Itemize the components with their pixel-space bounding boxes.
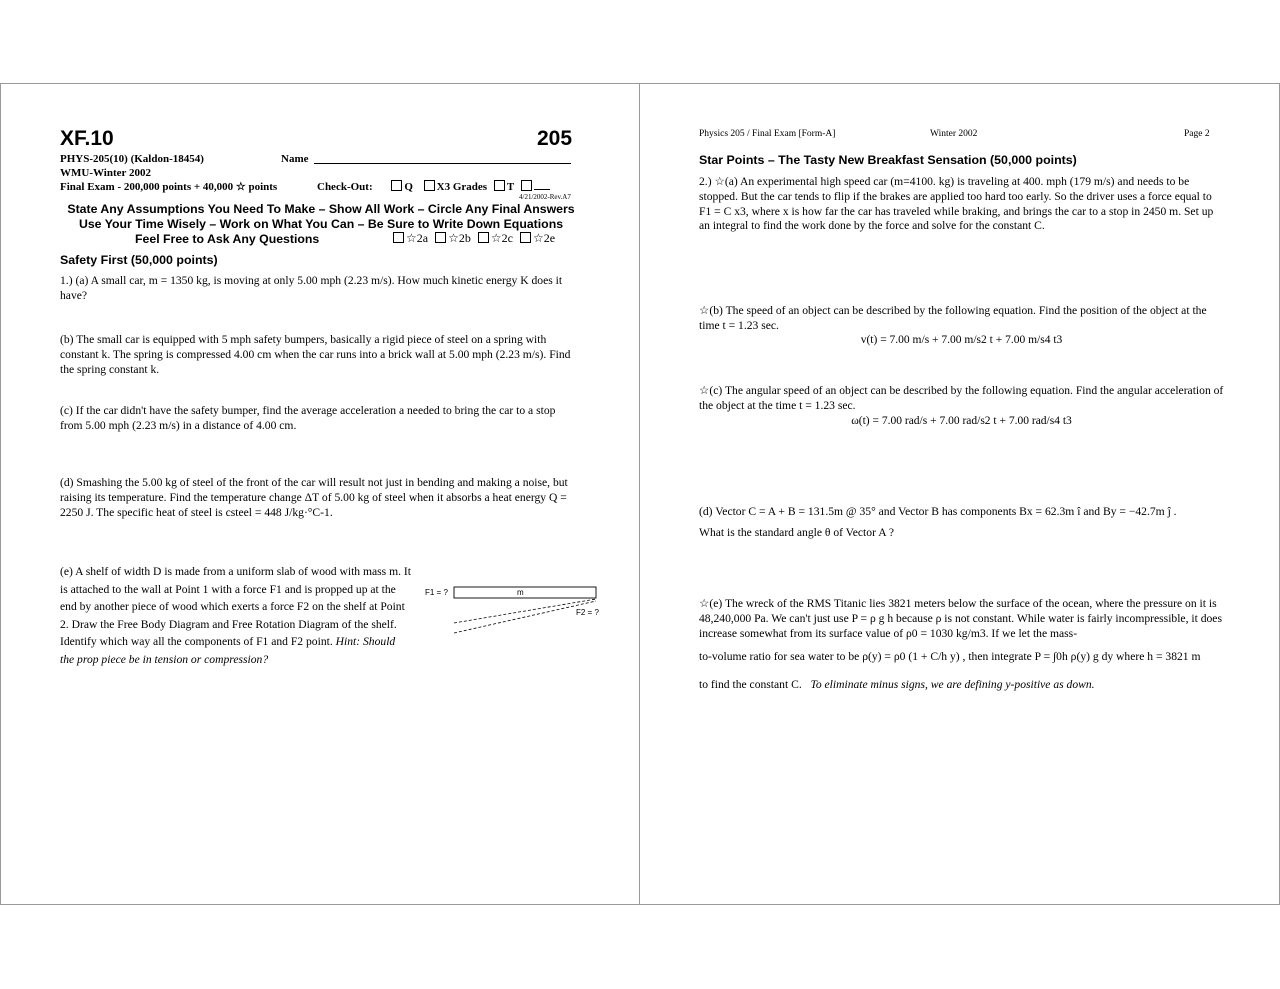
header-page: Page 2 — [1184, 129, 1210, 139]
question-2e-note: To eliminate minus signs, we are defining y-positive as down. — [810, 678, 1095, 691]
question-2e-text: to find the constant C. — [699, 678, 802, 691]
checkbox-q-label: Q — [404, 181, 413, 193]
star-label-2b: ☆2b — [448, 231, 471, 245]
star-box-2a[interactable] — [393, 232, 404, 243]
name-label: Name — [281, 153, 309, 165]
term: WMU-Winter 2002 — [60, 167, 151, 179]
course-id: PHYS-205(10) (Kaldon-18454) — [60, 153, 204, 165]
checkbox-q[interactable] — [391, 180, 402, 191]
question-2b: ☆(b) The speed of an object can be described by the following equation. Find the position of the object at the time t = 1.23 sec. — [699, 304, 1207, 332]
question-1e-text: (e) A shelf of width D is made from a uniform slab of wood with mass m. It is attached to the wall at Point 1 with a force F1 and is propped up at the end by another piece of wood which exerts a force F2 on the shelf at Point 2. Draw the Free Body Diagram and Free Rotation Diagram of the shelf. Identify which way all the components of F1 and F2 point. — [60, 565, 411, 648]
section-heading: Safety First (50,000 points) — [60, 253, 218, 267]
question-1b: (b) The small car is equipped with 5 mph safety bumpers, basically a rigid piece of steel on a spring with constant k. The spring is compressed 4.00 cm when the car runs into a brick wall at 5.00 mph (2.23 m/s). Find the spring constant k. — [60, 333, 571, 376]
star-section-heading: Star Points – The Tasty New Breakfast Sensation (50,000 points) — [699, 153, 1077, 167]
star-label-2a: ☆2a — [406, 231, 429, 245]
question-2e-line2: to-volume ratio for sea water to be ρ(y) = ρ0 (1 + C/h y) , then integrate P = ∫0h ρ(y) g dy where h = 3821 m — [699, 650, 1201, 663]
checkbox-t-1[interactable] — [494, 180, 505, 191]
checkbox-t-label: T — [506, 181, 514, 193]
instructions-line-3: Feel Free to Ask Any Questions — [135, 232, 320, 246]
question-2c: ☆(c) The angular speed of an object can be described by the following equation. Find the angular acceleration of the object at the time t = 1.23 sec. — [699, 384, 1224, 412]
checkout-row — [317, 180, 550, 193]
star-box-2c[interactable] — [478, 232, 489, 243]
star-checkboxes — [389, 231, 555, 246]
star-box-2b[interactable] — [435, 232, 446, 243]
figure-mass-label: m — [517, 588, 524, 597]
question-2a: 2.) ☆(a) An experimental high speed car (m=4100. kg) is traveling at 400. mph (179 m/s) and needs to be stopped. But the car tends to flip if the brakes are applied too hard too early. So the driver uses a force equal to F1 = C x3, where x is how far the car has traveled while braking, and brings the car to a stop in 2450 m. Set up an integral to find the work done by the force and solve for the constant C. — [699, 175, 1214, 233]
question-1e — [60, 563, 412, 668]
question-2d: (d) Vector C = A + B = 131.5m @ 35° and Vector B has components Bx = 62.3m î and By = −42.7m ĵ . — [699, 505, 1177, 518]
exam-title: XF.10 — [60, 127, 114, 150]
question-2d-line2: What is the standard angle θ of Vector A ? — [699, 526, 894, 539]
instructions-line-1: State Any Assumptions You Need To Make – Show All Work – Circle Any Final Answers — [67, 202, 575, 216]
question-1c: (c) If the car didn't have the safety bumper, find the average acceleration a needed to bring the car to a stop from 5.00 mph (2.23 m/s) in a distance of 4.00 cm. — [60, 404, 556, 432]
course-number: 205 — [537, 127, 573, 150]
star-label-2e: ☆2e — [532, 231, 556, 245]
exam-page-1 — [0, 83, 640, 905]
star-label-2c: ☆2c — [490, 231, 513, 245]
equation-2b: v(t) = 7.00 m/s + 7.00 m/s2 t + 7.00 m/s4 t3 — [860, 334, 1063, 346]
checkbox-x3-label: X3 Grades — [436, 181, 488, 193]
figure-f2-label: F2 = ? — [576, 608, 599, 617]
name-line — [314, 163, 571, 164]
exam-points: Final Exam - 200,000 points + 40,000 ☆ points — [60, 181, 278, 193]
checkbox-t-2[interactable] — [521, 180, 532, 191]
question-1d: (d) Smashing the 5.00 kg of steel of the front of the car will result not just in bending and making a noise, but raising its temperature. Find the temperature change ΔT of 5.00 kg of steel when it absorbs a heat energy Q = 2250 J. The specific heat of steel is csteel = 448 J/kg·°C-1. — [60, 476, 568, 519]
question-1a: 1.) (a) A small car, m = 1350 kg, is moving at only 5.00 mph (2.23 m/s). How much kinetic energy K does it have? — [60, 274, 563, 302]
instructions-line-2: Use Your Time Wisely – Work on What You Can – Be Sure to Write Down Equations — [78, 217, 564, 231]
question-2e-line3 — [699, 678, 1095, 691]
header-term: Winter 2002 — [930, 129, 978, 139]
revision-date: 4/21/2002-Rev.A7 — [519, 193, 571, 201]
question-1e-hint: Hint: Should the prop piece be in tension or compression? — [60, 635, 396, 666]
equation-2c: ω(t) = 7.00 rad/s + 7.00 rad/s2 t + 7.00 rad/s4 t3 — [851, 415, 1072, 427]
checkout-blank — [534, 189, 550, 190]
checkbox-x3[interactable] — [424, 180, 435, 191]
exam-page-2 — [639, 83, 1280, 905]
figure-f1-label: F1 = ? — [425, 588, 448, 597]
checkout-label: Check-Out: — [317, 181, 373, 193]
question-2e: ☆(e) The wreck of the RMS Titanic lies 3821 meters below the surface of the ocean, where the pressure on it is 48,240,000 Pa. We can't just use P = ρ g h because ρ is not constant. While water is fairly incompressible, it does increase somewhat from its surface value of ρ0 = 1030 kg/m3. If we let the mass- — [699, 597, 1222, 640]
header-course: Physics 205 / Final Exam [Form-A] — [699, 129, 836, 139]
star-box-2e[interactable] — [520, 232, 531, 243]
